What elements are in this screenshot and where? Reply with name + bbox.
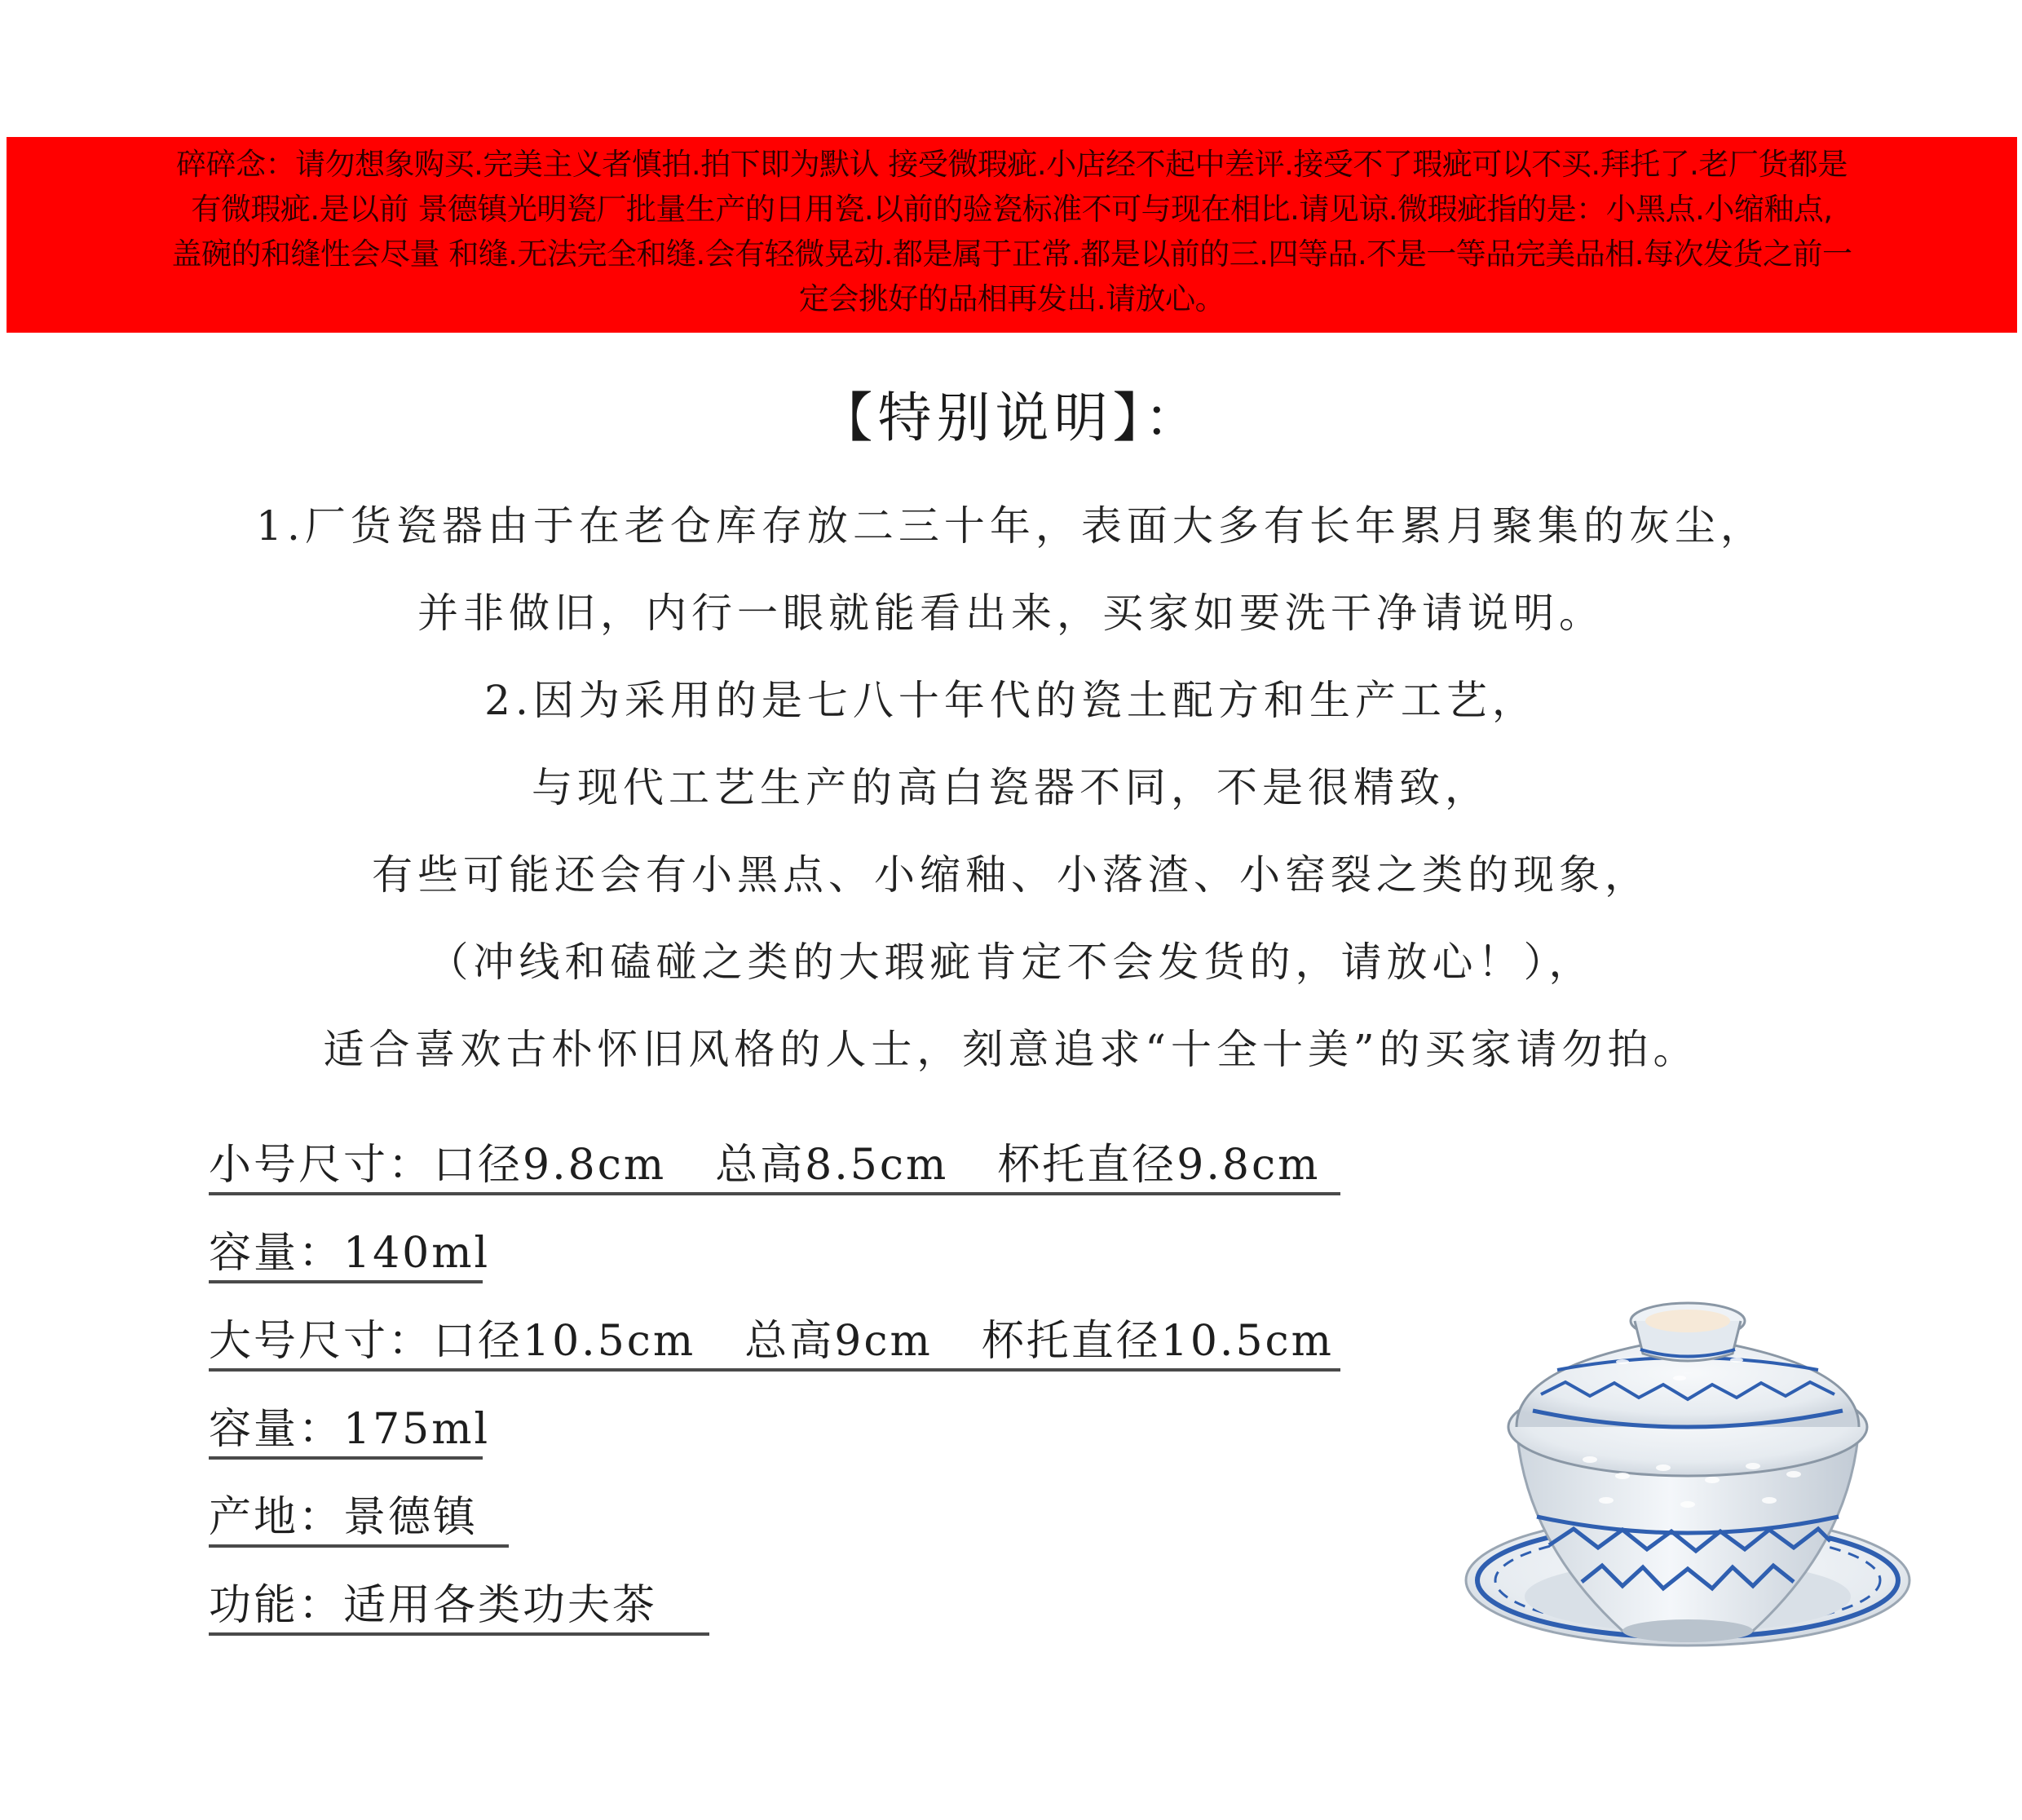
special-note-line: 适合喜欢古朴怀旧风格的人士，刻意追求“十全十美”的买家请勿拍。: [323, 1026, 1699, 1073]
small-capacity: 容量：140ml: [209, 1229, 491, 1278]
notice-line: 有微瑕疵.是以前 景德镇光明瓷厂批量生产的日用瓷.以前的验瓷标准不可与现在相比.请见谅.微瑕疵指的是：小黑点.小缩釉点,: [191, 192, 1833, 227]
underline: [209, 1632, 709, 1636]
special-note-line: （冲线和磕碰之类的大瑕疵肯定不会发货的，请放心！），: [427, 939, 1595, 986]
large-mouth-diameter: 口径10.5cm: [433, 1317, 696, 1366]
underline: [209, 1280, 483, 1283]
special-note-line: 有些可能还会有小黑点、小缩釉、小落渣、小窑裂之类的现象，: [372, 851, 1650, 899]
underline: [209, 1192, 1340, 1195]
large-size-spec: [209, 1311, 1334, 1372]
small-mouth-diameter: 口径9.8cm: [433, 1141, 667, 1190]
gaiwan-product-image: [1459, 1272, 1916, 1729]
function: 功能：适用各类功夫茶: [209, 1581, 658, 1630]
underline: [209, 1368, 1340, 1372]
small-size-spec: [209, 1135, 1320, 1195]
special-notes-heading: 【特别说明】：: [819, 387, 1203, 449]
special-note-line: 1.厂货瓷器由于在老仓库存放二三十年，表面大多有长年累月聚集的灰尘，: [256, 502, 1766, 550]
notice-line: 碎碎念：请勿想象购买.完美主义者慎拍.拍下即为默认 接受微瑕疵.小店经不起中差评.接受不了瑕疵可以不买.拜托了.老厂货都是: [176, 147, 1848, 182]
special-note-line: 并非做旧，内行一眼就能看出来，买家如要洗干净请说明。: [417, 590, 1605, 637]
large-size-label: 大号尺寸：: [209, 1317, 434, 1366]
notice-line: 盖碗的和缝性会尽量 和缝.无法完全和缝.会有轻微晃动.都是属于正常.都是以前的三.四等品.不是一等品完美品相.每次发货之前一: [171, 236, 1852, 272]
small-size-label: 小号尺寸：: [209, 1141, 434, 1190]
underline: [209, 1544, 509, 1548]
special-note-line: 2.因为采用的是七八十年代的瓷土配方和生产工艺，: [484, 677, 1538, 724]
special-note-line: 与现代工艺生产的高白瓷器不同，不是很精致，: [532, 764, 1490, 811]
small-total-height: 总高8.5cm: [715, 1141, 949, 1190]
rice-pattern-gaiwan-image: [1459, 1272, 1916, 1729]
small-saucer-diameter: 杯托直径9.8cm: [997, 1141, 1321, 1190]
large-capacity: 容量：175ml: [209, 1405, 491, 1454]
large-saucer-diameter: 杯托直径10.5cm: [981, 1317, 1334, 1366]
notice-line: 定会挑好的品相再发出.请放心。: [798, 281, 1225, 316]
origin: 产地：景德镇: [209, 1493, 479, 1542]
notice-banner: [7, 137, 2017, 333]
underline: [209, 1456, 483, 1460]
large-total-height: 总高9cm: [744, 1317, 933, 1366]
